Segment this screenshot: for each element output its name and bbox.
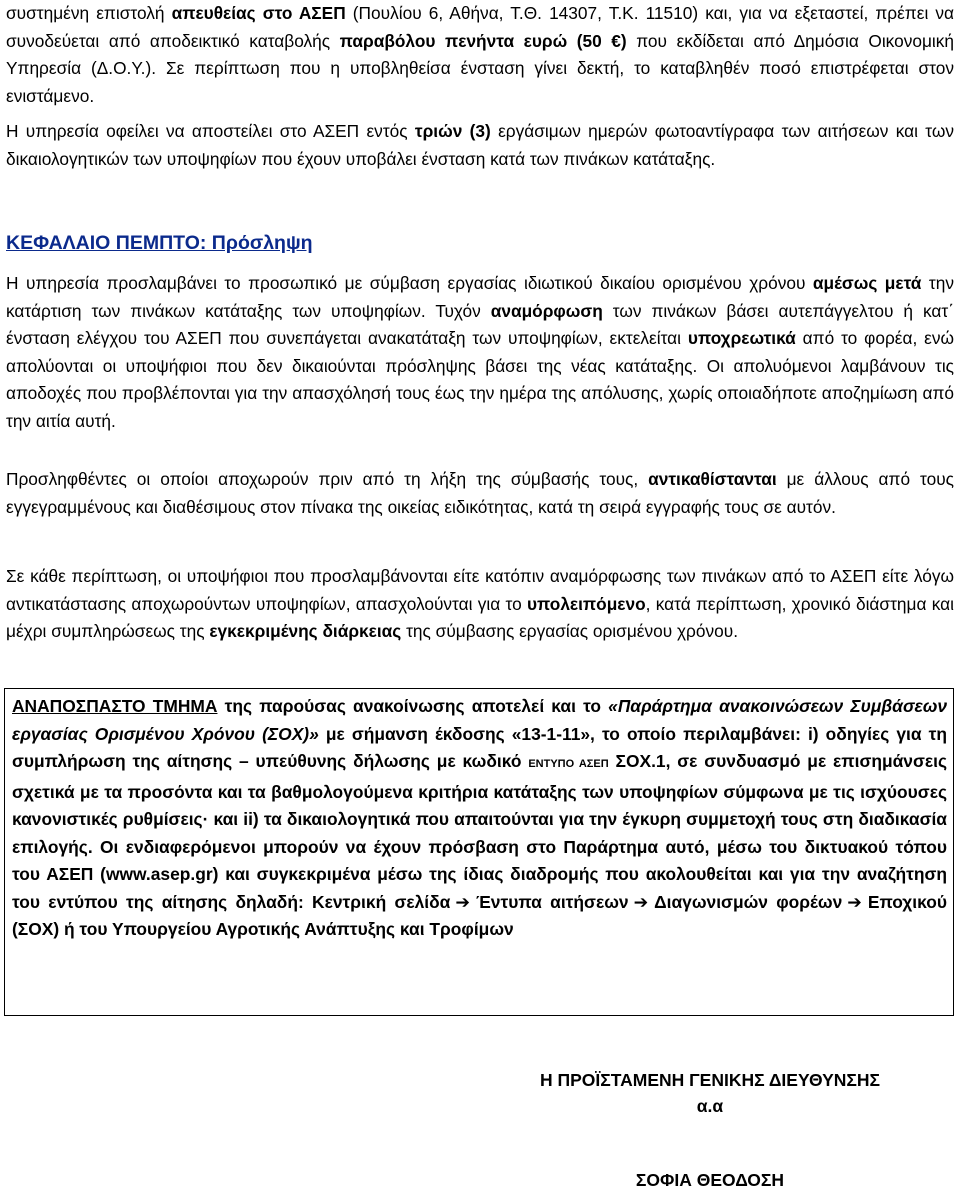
annex-lead: ΑΝΑΠΟΣΠΑΣΤΟ ΤΜΗΜΑ — [12, 696, 218, 716]
text-run: , σε συνδυασμό με επισημάνσεις σχετικά με τα προσόντα και τα βαθμολογούμενα κριτήρια κατάταξης των υποψηφίων σύμφωνα με τις ισχύουσες κανονιστικές ρυθμίσεις· και ii) τα δικαιολογητικά που απαιτούνται για την έγκυρη συμμετοχή τους στη διαδικασία επιλογής. Οι ενδιαφερόμενοι μπορούν να έχουν πρόσβαση στο Παράρτημα αυτό, μέσω του δικτυακού τόπου του ΑΣΕΠ (www.asep.gr) και συγκεκριμένα μέσω της ίδιας διαδρομής που ακολουθείται και για την αναζήτηση του εντύπου της αίτησης δηλαδή: — [12, 751, 947, 912]
bold-run: απευθείας στο ΑΣΕΠ — [171, 3, 346, 23]
text-run: με σήμανση έκδοσης «13-1-11», το οποίο περιλαμβάνει: i) οδηγίες για τη συμπλήρωση της αίτησης – υπεύθυνης δήλωσης με κωδικό — [12, 723, 947, 772]
arrow-right-icon: ➔ — [847, 891, 862, 912]
paragraph-hiring — [6, 270, 954, 435]
arrow-right-icon: ➔ — [633, 891, 649, 912]
text-run: των πινάκων βάσει αυτεπάγγελτου ή κατ΄ ένσταση ελέγχου του ΑΣΕΠ που συνεπάγεται ανακατάταξη των υποψηφίων, εκτελείται — [6, 300, 954, 348]
path-step-forms: Έντυπα αιτήσεων — [475, 891, 629, 912]
text-run: με άλλους από τους εγγεγραμμένους και διαθέσιμους στον πίνακα της οικείας ειδικότητας, κατά τη σειρά εγγραφής τους σε αυτόν. — [6, 469, 954, 517]
text-run: συστημένη επιστολή — [6, 3, 172, 23]
text-run: Η υπηρεσία προσλαμβάνει το προσωπικό με σύμβαση εργασίας ιδιωτικού δικαίου ορισμένου χρόνου — [6, 273, 813, 293]
form-code-prefix: ΕΝΤΥΠΟ ΑΣΕΠ — [528, 758, 609, 771]
chapter-heading: ΚΕΦΑΛΑΙΟ ΠΕΜΠΤΟ: Πρόσληψη — [6, 232, 313, 254]
text-run: εργάσιμων ημερών φωτοαντίγραφα των αιτήσεων και των δικαιολογητικών των υποψηφίων που έχουν υποβάλει ένσταση κατά των πινάκων κατάταξης. — [6, 121, 955, 169]
text-run: από το φορέα, ενώ απολύονται οι υποψήφιοι που δεν δικαιούνται πρόσληψης βάσει της νέας κατάταξης. Οι απολυόμενοι λαμβάνουν τις αποδοχές που προβλέπονται για την απασχόλησή τους έως την ημέρα της απόλυσης, χωρίς οποιαδήποτε αποζημίωση από την αιτία αυτή. — [6, 328, 954, 431]
bold-run: παραβόλου πενήντα ευρώ (50 €) — [339, 30, 627, 51]
annex-notice-text — [12, 693, 947, 944]
bold-run: αναμόρφωση — [490, 300, 603, 321]
text-run: (Πουλίου 6, Αθήνα, Τ.Θ. 14307, Τ.Κ. 11510) και, για να εξεταστεί, πρέπει να συνοδεύεται από αποδεικτικό καταβολής — [6, 3, 955, 51]
bold-run: τριών (3) — [414, 121, 491, 141]
text-run: Προσληφθέντες οι οποίοι αποχωρούν πριν από τη λήξη της σύμβασής τους, — [6, 469, 649, 489]
annex-notice-box — [4, 688, 954, 1016]
bold-run: αντικαθίστανται — [648, 469, 777, 489]
text-run: Σε κάθε περίπτωση, οι υποψήφιοι που προσλαμβάνονται είτε κατόπιν αναμόρφωσης των πινάκων από το ΑΣΕΠ είτε λόγω αντικατάστασης αποχωρούντων υποψηφίων, απασχολούνται για το — [6, 566, 954, 614]
signature-role: Η ΠΡΟΪΣΤΑΜΕΝΗ ΓΕΝΙΚΗΣ ΔΙΕΥΘΥΝΣΗΣ — [539, 1070, 881, 1090]
path-step-competitions: Διαγωνισμών φορέων — [654, 891, 843, 912]
text-run: Η υπηρεσία οφείλει να αποστείλει στο ΑΣΕΠ εντός — [6, 121, 415, 141]
text-run: που εκδίδεται από Δημόσια Οικονομική Υπηρεσία (Δ.Ο.Υ.). Σε περίπτωση που η υποβληθείσα ένσταση γίνει δεκτή, το καταβληθέν ποσό επιστρέφεται στον ενιστάμενο. — [6, 30, 955, 106]
form-code: ΣΟΧ.1 — [608, 751, 666, 772]
bold-run: υποχρεωτικά — [687, 328, 796, 348]
paragraph-appeal-submission — [6, 0, 954, 110]
bold-run: αμέσως μετά — [812, 273, 922, 293]
signature-aa: α.α — [696, 1096, 724, 1116]
paragraph-employment-duration — [6, 563, 954, 646]
text-run: , κατά περίπτωση, χρονικό διάστημα και μέχρι συμπληρώσεως της — [6, 593, 954, 641]
text-run: της παρούσας ανακοίνωσης αποτελεί και το — [217, 696, 609, 716]
arrow-right-icon: ➔ — [455, 891, 470, 912]
bold-run: υπολειπόμενο — [526, 593, 646, 614]
paragraph-replacement — [6, 466, 954, 521]
text-run: της σύμβασης εργασίας ορισμένου χρόνου. — [401, 621, 738, 641]
paragraph-service-obligation — [6, 118, 954, 173]
bold-run: εγκεκριμένης διάρκειας — [209, 621, 402, 641]
path-step-seasonal: Εποχικού (ΣΟΧ) ή του Υπουργείου Αγροτικής Ανάπτυξης και Τροφίμων — [12, 891, 947, 940]
text-run: την κατάρτιση των πινάκων κατάταξης των υποψηφίων. Τυχόν — [6, 273, 954, 321]
path-step-home: Κεντρική σελίδα — [312, 891, 451, 912]
annex-title: «Παράρτημα ανακοινώσεων Συμβάσεων εργασίας Ορισμένου Χρόνου (ΣΟΧ)» — [12, 696, 948, 744]
signature-name: ΣΟΦΙΑ ΘΕΟΔΟΣΗ — [635, 1170, 785, 1190]
